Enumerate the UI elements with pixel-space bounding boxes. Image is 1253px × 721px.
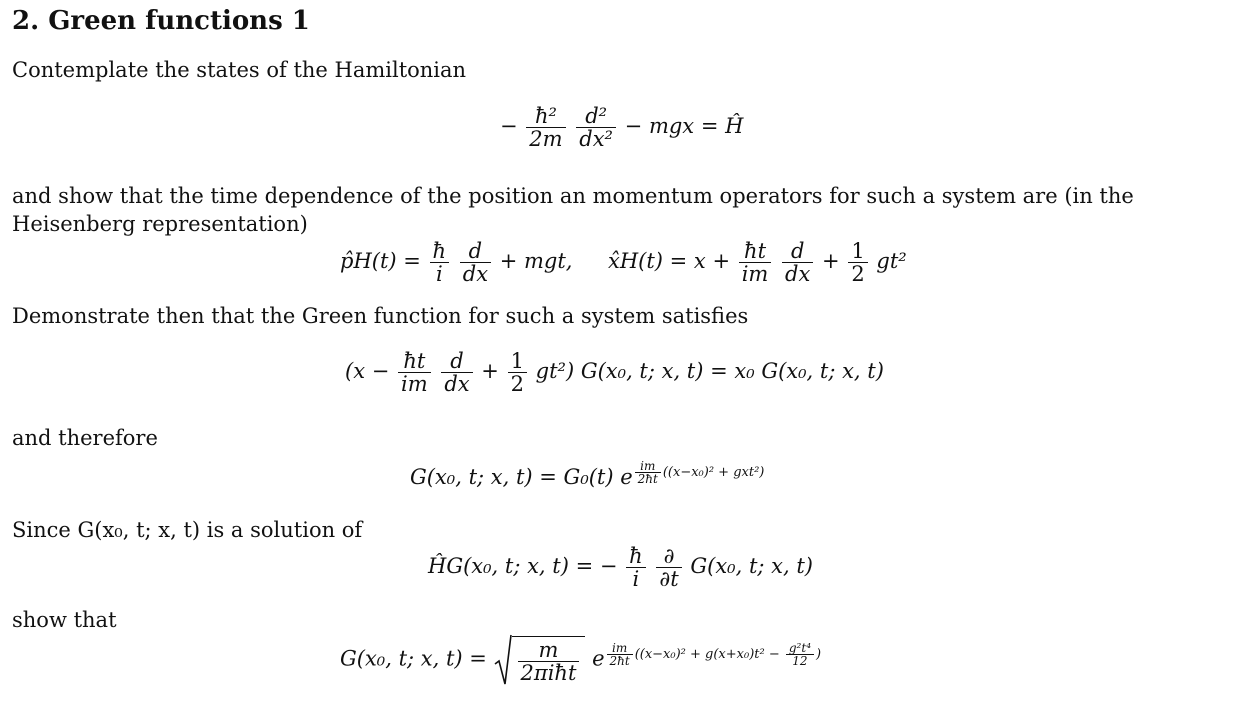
frac-num: g²t⁴ — [786, 642, 814, 655]
equation-schrodinger — [428, 545, 813, 590]
frac-den: 12 — [792, 653, 808, 668]
frac-num: d² — [576, 105, 616, 128]
paragraph-therefore: and therefore — [12, 426, 158, 450]
equation-green-condition — [345, 350, 884, 395]
fraction-one-half — [848, 240, 867, 285]
frac-den: 2ħt — [637, 472, 658, 486]
frac-num: im — [607, 642, 633, 655]
eq-lhs: G(x₀, t; x, t) = G₀(t) e — [410, 465, 633, 489]
fraction-exp — [635, 460, 661, 485]
frac-num: ħ² — [526, 105, 565, 128]
frac-num: ħ — [430, 240, 450, 263]
section-heading: 2. Green functions 1 — [12, 6, 310, 36]
exp-rest: ((x−x₀)² + gxt²) — [662, 465, 765, 480]
frac-den: im — [741, 262, 769, 286]
exponent — [633, 460, 765, 485]
fraction-exp — [607, 642, 633, 667]
frac-den: im — [400, 372, 428, 396]
equation-green-form — [410, 460, 764, 489]
fraction-d-dx — [782, 240, 813, 285]
exp-rest: ((x−x₀)² + g(x+x₀)t² − — [634, 646, 784, 662]
paragraph-intro: Contemplate the states of the Hamiltonian — [12, 58, 467, 82]
eq-rest: − mgx = Ĥ — [624, 114, 744, 138]
eq-rest: + mgt, — [499, 249, 573, 273]
frac-den: 2 — [851, 262, 865, 286]
eq-mid: gt² — [535, 359, 566, 383]
equation-x-operator — [608, 240, 907, 285]
frac-den: dx² — [579, 127, 613, 151]
frac-num: ħ — [626, 545, 646, 568]
frac-den: ∂t — [659, 567, 679, 591]
equation-result — [340, 634, 821, 686]
fraction-d2-dx2 — [576, 105, 616, 150]
frac-num: im — [635, 460, 661, 473]
eq-lhs: p̂H(t) = — [340, 249, 428, 273]
frac-num: ∂ — [656, 545, 681, 568]
fraction-hbar-2m — [526, 105, 565, 150]
frac-den: dx — [785, 262, 811, 286]
frac-num: d — [441, 350, 472, 373]
fraction-partial-t — [656, 545, 681, 590]
fraction-g2t4-12 — [786, 642, 814, 667]
paragraph-show-time-dependence: and show that the time dependence of the position an momentum operators for such a system are (in the Heisenberg representation) — [12, 184, 1134, 236]
paragraph-demonstrate: Demonstrate then that the Green function for such a system satisfies — [12, 304, 749, 328]
eq-e: e — [585, 646, 605, 671]
equation-hamiltonian — [500, 105, 743, 150]
fraction-d-dx — [441, 350, 472, 395]
eq-plus: + — [822, 249, 847, 273]
radical-sign-icon — [494, 634, 512, 686]
frac-den: dx — [444, 372, 470, 396]
frac-den: 2m — [529, 127, 563, 151]
sqrt-content — [512, 636, 586, 684]
fraction-d-dx — [460, 240, 491, 285]
frac-num: m — [518, 639, 580, 662]
eq-rest: G(x₀, t; x, t) = x₀ G(x₀, t; x, t) — [580, 359, 884, 383]
fraction-hbart-im — [398, 350, 431, 395]
frac-num: ħt — [739, 240, 772, 263]
exp-close: ) — [816, 646, 822, 662]
frac-num: ħt — [398, 350, 431, 373]
square-root — [494, 634, 586, 686]
paragraph-since: Since G(x₀, t; x, t) is a solution of — [12, 518, 363, 542]
eq-open: (x − — [345, 359, 396, 383]
fraction-hbar-i — [430, 240, 450, 285]
equation-p-operator — [340, 240, 572, 285]
eq-prefix: − — [500, 114, 518, 138]
frac-num: 1 — [848, 240, 867, 263]
eq-plus: + — [481, 359, 506, 383]
frac-den: dx — [462, 262, 489, 286]
eq-rest: gt² — [876, 249, 907, 273]
frac-den: 2πiħt — [520, 661, 577, 685]
frac-den: 2 — [510, 372, 524, 396]
fraction-hbart-im — [739, 240, 772, 285]
eq-lhs: x̂H(t) = x + — [608, 249, 737, 273]
exponent — [605, 642, 822, 667]
fraction-hbar-i — [626, 545, 646, 590]
eq-lhs: G(x₀, t; x, t) = — [340, 646, 494, 671]
frac-den: i — [435, 262, 443, 286]
eq-lhs: ĤG(x₀, t; x, t) = − — [428, 554, 618, 578]
frac-num: d — [782, 240, 813, 263]
eq-rest: G(x₀, t; x, t) — [690, 554, 813, 578]
frac-den: i — [632, 567, 640, 591]
eq-close: ) — [565, 359, 575, 383]
fraction-one-half — [508, 350, 527, 395]
frac-den: 2ħt — [609, 653, 630, 668]
fraction-m-2piihbart — [518, 639, 580, 684]
frac-num: 1 — [508, 350, 527, 373]
frac-num: d — [460, 240, 491, 263]
paragraph-show-that: show that — [12, 608, 117, 632]
